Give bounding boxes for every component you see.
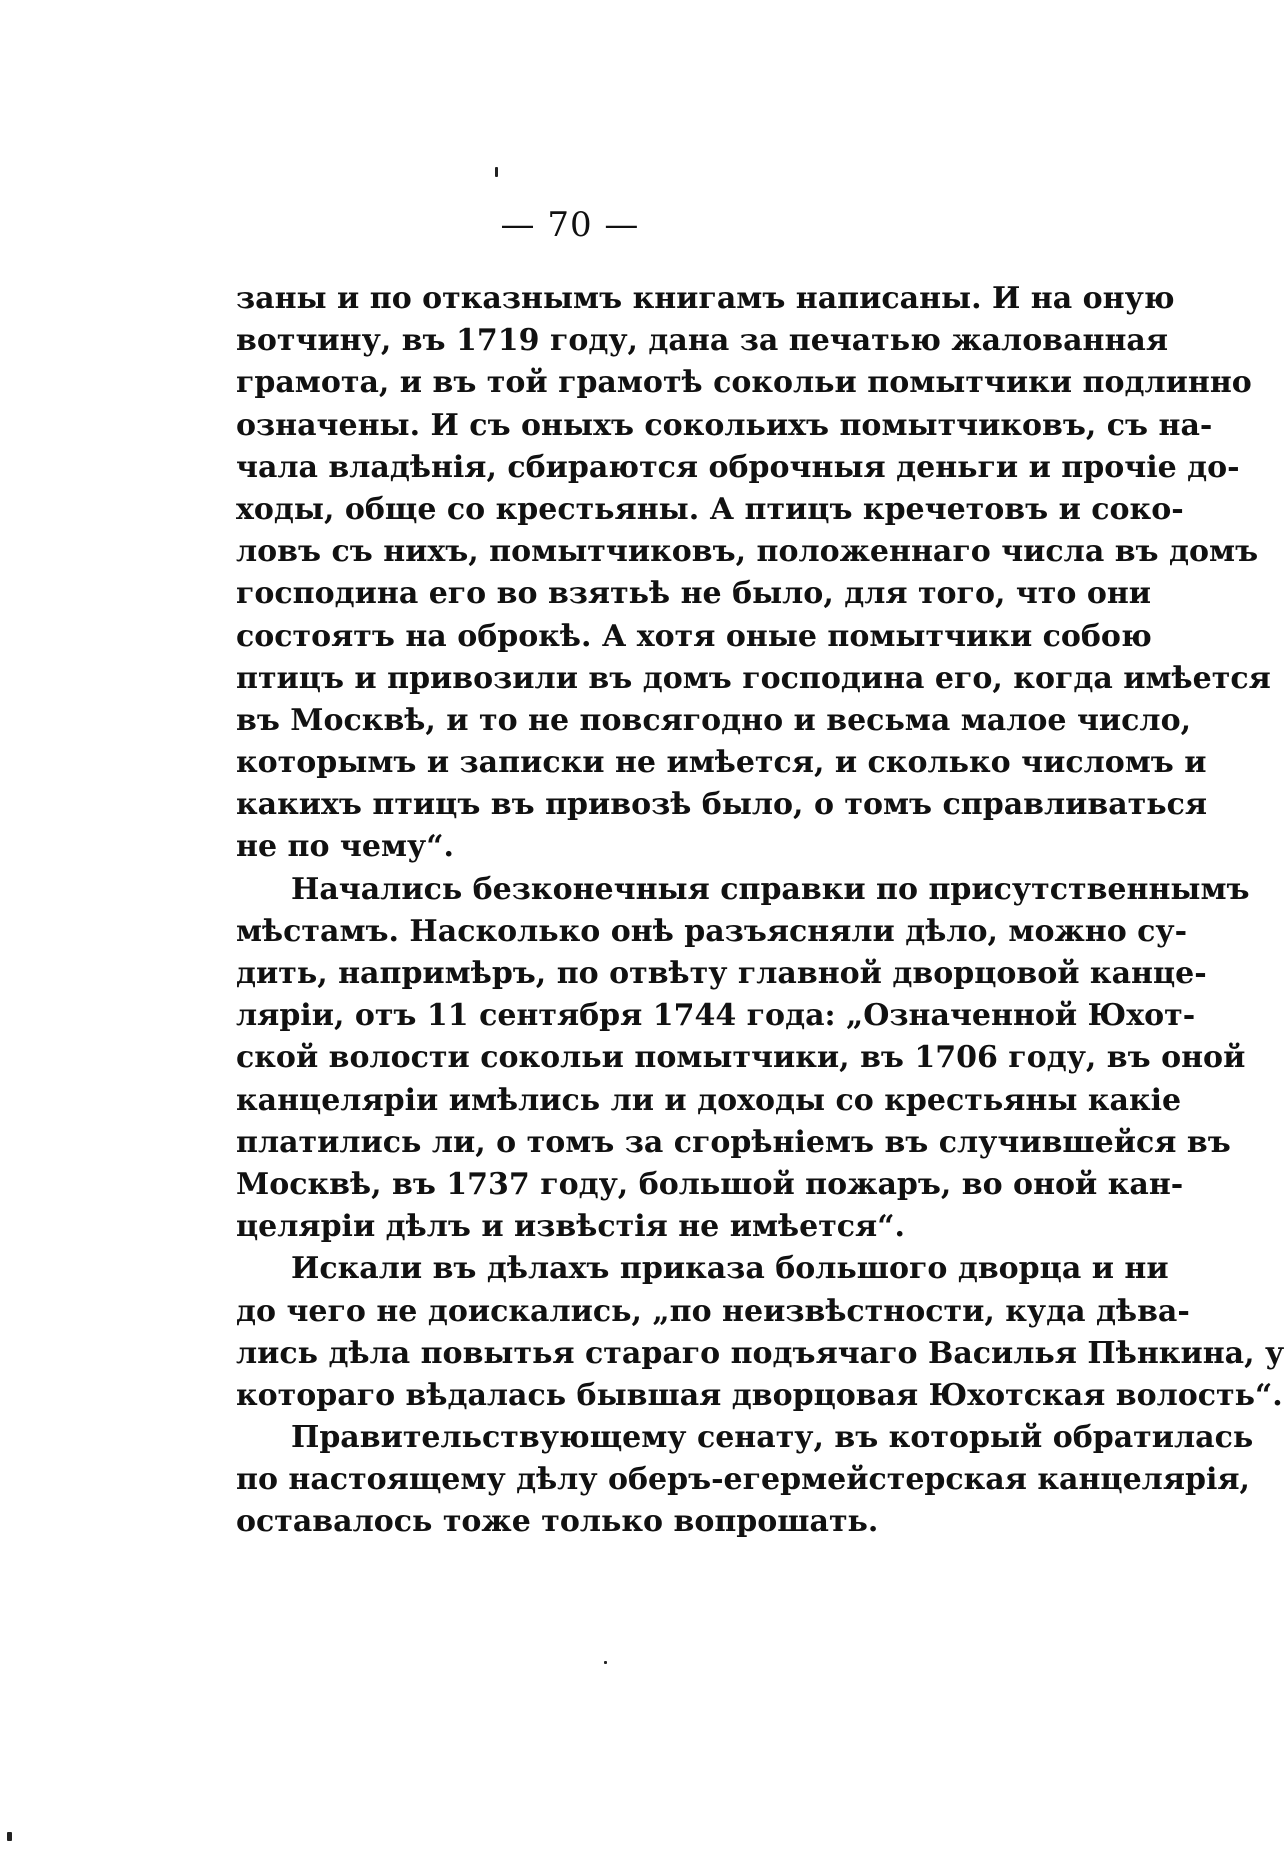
text-line: платились ли, о томъ за сгорѣніемъ въ случившейся въ [236,1124,1231,1160]
print-speck [495,167,498,177]
text-line: Искали въ дѣлахъ приказа большого дворца и ни [291,1251,1169,1287]
text-line: ской волости сокольи помытчики, въ 1706 году, въ оной [236,1040,1246,1076]
text-line: ловъ съ нихъ, помытчиковъ, положеннаго числа въ домъ [236,534,1259,570]
text-line: которымъ и записки не имѣется, и сколько числомъ и [236,745,1207,781]
page-body [236,278,1284,1544]
text-line: вотчину, въ 1719 году, дана за печатью жалованная [236,323,1169,359]
paragraph [236,278,1271,869]
paragraph [236,869,1250,1249]
text-line: мѣстамъ. Насколько онѣ разъясняли дѣло, можно су- [236,913,1188,949]
text-line: грамота, и въ той грамотѣ сокольи помытчики подлинно [236,365,1252,401]
paragraph [236,1248,1284,1417]
text-line: птицъ и привозили въ домъ господина его, когда имѣется [236,660,1271,696]
text-line: Москвѣ, въ 1737 году, большой пожаръ, во оной кан- [236,1166,1184,1202]
text-line: Правительствующему сенату, въ который обратилась [291,1420,1254,1456]
text-line: означены. И съ оныхъ сокольихъ помытчиковъ, съ на- [236,407,1213,443]
text-line: канцеляріи имѣлись ли и доходы со крестьяны какіе [236,1082,1182,1118]
text-line: не по чему“. [236,829,454,865]
text-line: господина его во взятьѣ не было, для того, что они [236,576,1152,612]
text-line: Начались безконечныя справки по присутственнымъ [291,871,1250,907]
text-line: заны и по отказнымъ книгамъ написаны. И на оную [236,281,1175,316]
paragraph [236,1417,1254,1544]
text-line: въ Москвѣ, и то не повсягодно и весьма малое число, [236,702,1192,738]
text-line: до чего не доискались, „по неизвѣстности, куда дѣва- [236,1293,1190,1329]
text-line: состоятъ на оброкѣ. А хотя оные помытчики собою [236,618,1152,654]
text-line: какихъ птицъ въ привозѣ было, о томъ справливаться [236,787,1208,823]
print-speck [7,1832,12,1841]
print-speck [604,1661,607,1664]
page-number: — 70 — [500,205,640,245]
text-line: ляріи, отъ 11 сентября 1744 года: „Означенной Юхот- [236,998,1196,1034]
text-line: котораго вѣдалась бывшая дворцовая Юхотская волость“. [236,1377,1283,1413]
text-line: дить, напримѣръ, по отвѣту главной дворцовой канце- [236,956,1207,991]
text-line: лись дѣла повытья стараго подъячаго Василья Пѣнкина, у [236,1335,1284,1371]
text-line: оставалось тоже только вопрошать. [236,1504,879,1540]
text-line: по настоящему дѣлу оберъ-егермейстерская канцелярія, [236,1462,1250,1498]
text-line: целяріи дѣлъ и извѣстія не имѣется“. [236,1209,905,1245]
text-line: ходы, обще со крестьяны. А птицъ кречетовъ и соко- [236,491,1184,527]
text-line: чала владѣнія, сбираются оброчныя деньги и прочіе до- [236,449,1240,485]
